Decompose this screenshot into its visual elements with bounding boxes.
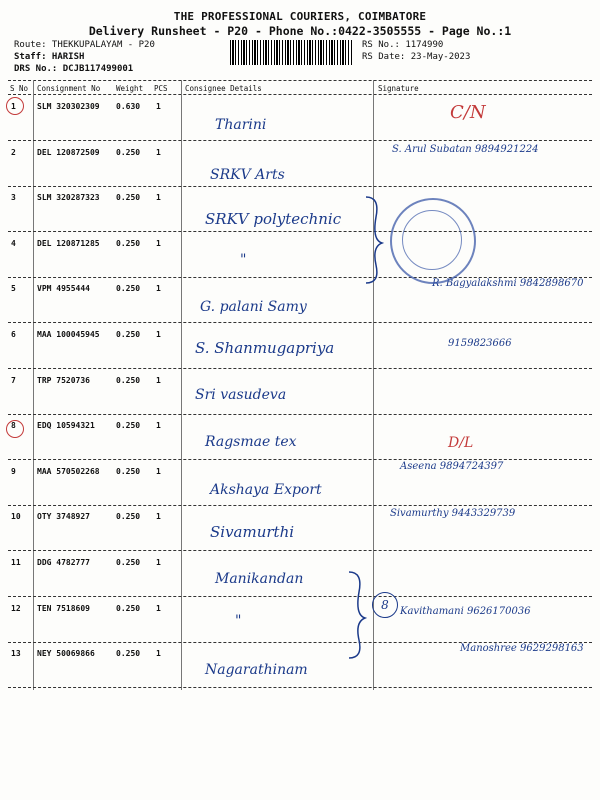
consignment-number: SLM 320287323 — [37, 193, 100, 202]
pieces: 1 — [156, 148, 161, 157]
serial-number: 9 — [11, 467, 16, 476]
consignment-number: DEL 120871285 — [37, 239, 100, 248]
serial-number: 7 — [11, 376, 16, 385]
serial-number: 11 — [11, 558, 21, 567]
table-row — [0, 232, 600, 278]
consignee-name: SRKV Arts — [210, 167, 285, 183]
rs-date: RS Date: 23-May-2023 — [362, 52, 471, 62]
consignment-number: DDG 4782777 — [37, 558, 90, 567]
col-weight: Weight — [116, 84, 144, 93]
consignee-name: Akshaya Export — [210, 482, 322, 498]
consignee-name: Ragsmae tex — [205, 434, 297, 450]
serial-number: 1 — [11, 102, 16, 111]
pieces: 1 — [156, 239, 161, 248]
consignee-name: Tharini — [215, 117, 267, 133]
pieces: 1 — [156, 284, 161, 293]
serial-number: 5 — [11, 284, 16, 293]
bracket-mark — [362, 195, 384, 285]
serial-number: 13 — [11, 649, 21, 658]
runsheet-title: Delivery Runsheet - P20 - Phone No.:0422-3505555 - Page No.:1 — [88, 24, 512, 38]
table-row — [0, 369, 600, 415]
weight: 0.250 — [116, 239, 141, 248]
signature: R. Bagyalakshmi 9842898670 — [432, 278, 584, 289]
serial-number: 8 — [11, 421, 16, 430]
table-row — [0, 597, 600, 643]
pieces: 1 — [156, 558, 161, 567]
consignee-name: G. palani Samy — [200, 299, 307, 315]
consignee-name: SRKV polytechnic — [205, 210, 342, 228]
table-row — [0, 414, 600, 460]
table-row — [0, 642, 600, 688]
consignment-number: MAA 570502268 — [37, 467, 100, 476]
consignee-name: Sri vasudeva — [195, 387, 287, 403]
weight: 0.250 — [116, 421, 141, 430]
signature: Kavithamani 9626170036 — [400, 606, 531, 617]
serial-number: 6 — [11, 330, 16, 339]
consignee-name: Sivamurthi — [210, 523, 295, 541]
consignment-number: TRP 7520736 — [37, 376, 90, 385]
table-row — [0, 141, 600, 187]
serial-number: 10 — [11, 512, 21, 521]
consignment-number: OTY 3748927 — [37, 512, 90, 521]
serial-number: 2 — [11, 148, 16, 157]
consignment-number: MAA 100045945 — [37, 330, 100, 339]
pieces: 1 — [156, 604, 161, 613]
drs-number: DRS No.: DCJB117499001 — [14, 64, 134, 74]
table-row — [0, 551, 600, 597]
pieces: 1 — [156, 421, 161, 430]
consignment-number: SLM 320302309 — [37, 102, 100, 111]
consignee-name: " — [235, 613, 242, 629]
serial-number: 12 — [11, 604, 21, 613]
consignee-name: S. Shanmugapriya — [195, 339, 335, 357]
company-name: THE PROFESSIONAL COURIERS, COIMBATORE — [173, 10, 427, 23]
weight: 0.250 — [116, 330, 141, 339]
weight: 0.250 — [116, 558, 141, 567]
serial-number: 4 — [11, 239, 16, 248]
weight: 0.250 — [116, 649, 141, 658]
consignment-number: VPM 4955444 — [37, 284, 90, 293]
circle-mark — [6, 97, 24, 115]
col-consignee: Consignee Details — [185, 84, 262, 93]
consignee-name: Nagarathinam — [205, 662, 308, 678]
consignment-number: EDQ 10594321 — [37, 421, 95, 430]
signature: 9159823666 — [448, 338, 512, 349]
company-stamp-inner — [402, 210, 462, 270]
weight: 0.630 — [116, 102, 141, 111]
pieces: 1 — [156, 193, 161, 202]
consignee-name: " — [240, 252, 247, 268]
table-row — [0, 460, 600, 506]
circled-number: 8 — [372, 592, 398, 618]
pieces: 1 — [156, 376, 161, 385]
table-row — [0, 505, 600, 551]
circle-mark — [6, 420, 24, 438]
col-consignment: Consignment No — [37, 84, 101, 93]
col-pcs: PCS — [154, 84, 168, 93]
pieces: 1 — [156, 649, 161, 658]
signature: C/N — [450, 102, 486, 123]
consignment-number: NEY 50069866 — [37, 649, 95, 658]
signature: S. Arul Subatan 9894921224 — [392, 144, 539, 155]
table-row — [0, 186, 600, 232]
signature: Sivamurthy 9443329739 — [390, 508, 516, 519]
weight: 0.250 — [116, 284, 141, 293]
weight: 0.250 — [116, 376, 141, 385]
col-signature: Signature — [378, 84, 419, 93]
pieces: 1 — [156, 102, 161, 111]
bracket-mark — [345, 570, 367, 660]
weight: 0.250 — [116, 193, 141, 202]
pieces: 1 — [156, 512, 161, 521]
pieces: 1 — [156, 467, 161, 476]
consignment-number: DEL 120872509 — [37, 148, 100, 157]
table-row — [0, 95, 600, 141]
signature: Manoshree 9629298163 — [460, 643, 584, 654]
rs-number: RS No.: 1174990 — [362, 40, 444, 50]
signature: Aseena 9894724397 — [400, 461, 504, 472]
barcode — [230, 40, 352, 65]
col-sno: S No — [10, 84, 29, 93]
weight: 0.250 — [116, 604, 141, 613]
route: Route: THEKKUPALAYAM - P20 — [14, 40, 155, 50]
staff: Staff: HARISH — [14, 52, 85, 62]
consignee-name: Manikandan — [215, 571, 304, 587]
weight: 0.250 — [116, 148, 141, 157]
consignment-number: TEN 7518609 — [37, 604, 90, 613]
table-row — [0, 323, 600, 369]
table-row — [0, 277, 600, 323]
serial-number: 3 — [11, 193, 16, 202]
weight: 0.250 — [116, 512, 141, 521]
signature: D/L — [448, 435, 474, 451]
weight: 0.250 — [116, 467, 141, 476]
pieces: 1 — [156, 330, 161, 339]
